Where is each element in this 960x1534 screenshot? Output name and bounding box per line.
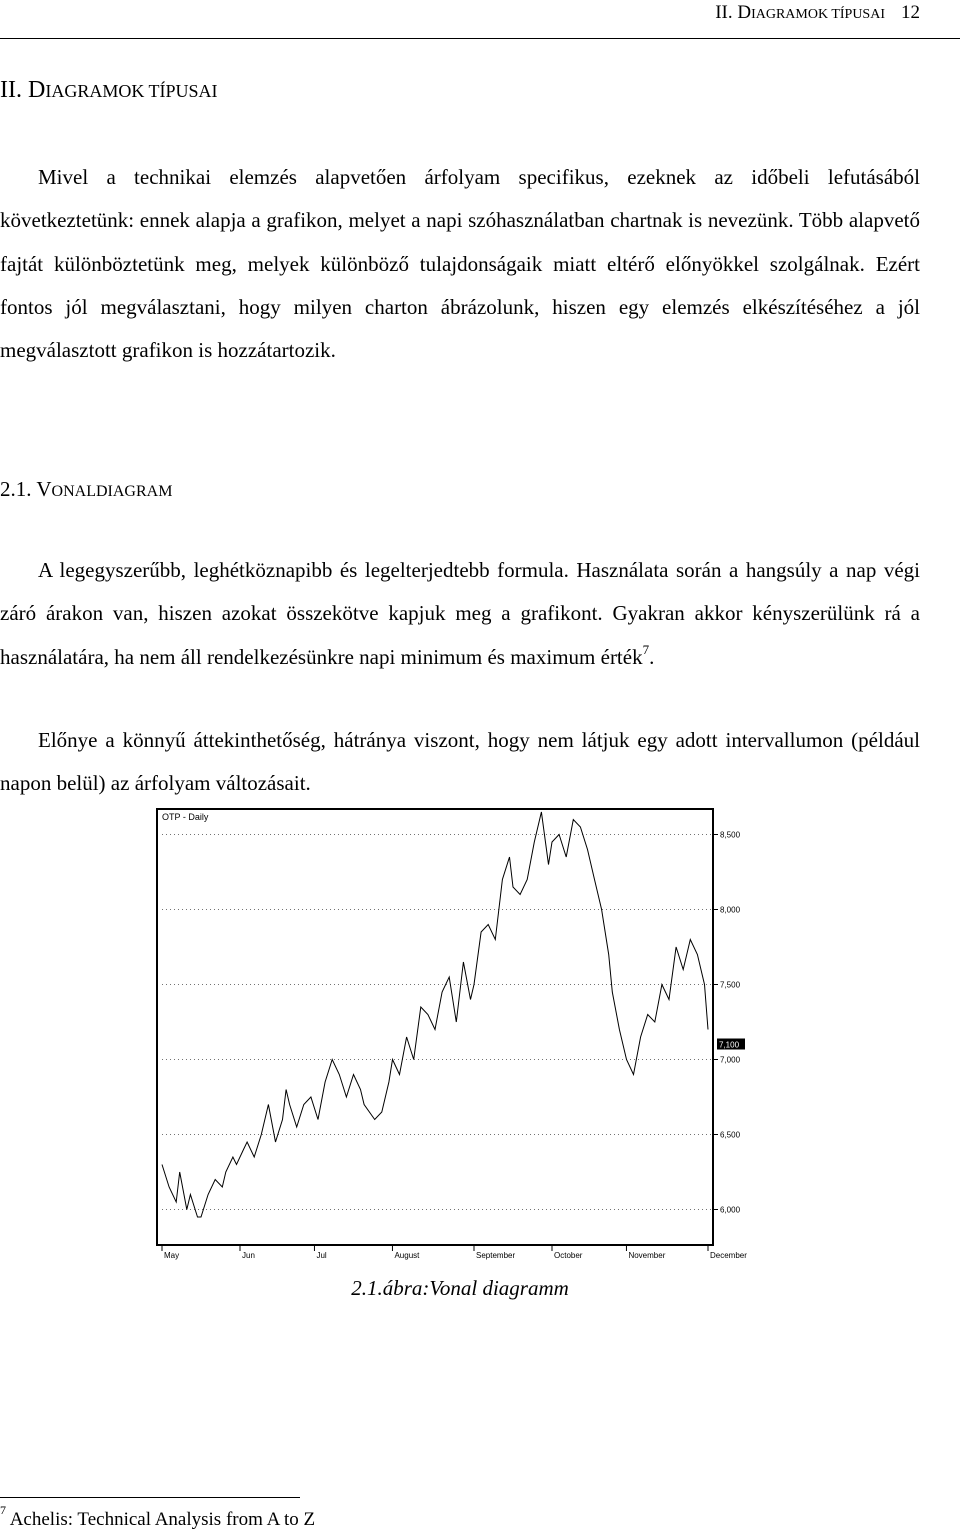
footnote-text: Achelis: Technical Analysis from A to Z: [9, 1509, 316, 1530]
x-tick-label-may: May: [164, 1251, 180, 1260]
y-tick-label-7500: 7,500: [720, 980, 741, 990]
page-number: 12: [901, 2, 920, 23]
footnote: [0, 1502, 316, 1531]
pros-cons-paragraph: Előnye a könnyű áttekinthetőség, hátránya viszont, hogy nem látjuk egy adott intervallumon (például napon belül) az árfolyam változásait.: [0, 728, 920, 796]
figure-caption: 2.1.ábra:Vonal diagramm: [351, 1276, 569, 1300]
line-chart-paragraph: A legegyszerűbb, leghétköznapibb és legelterjedtebb formula. Használata során a hangsúly a nap végi záró árakon van, hiszen azokat összekötve kapjuk meg a grafikont. Gyakran akkor kényszerülünk rá a használatára, ha nem áll rendelkezésünkre napi minimum és maximum érték$^7$.: [0, 558, 920, 669]
running-header: [715, 2, 920, 26]
y-axis-ticks: [713, 831, 741, 1215]
y-tick-label-6500: 6,500: [720, 1130, 741, 1140]
running-header-chapter: II. DIAGRAMOK TÍPUSAI: [715, 2, 885, 23]
x-tick-label-jul: Jul: [316, 1251, 327, 1260]
y-tick-label-6000: 6,000: [720, 1205, 741, 1215]
last-value-marker: [717, 1039, 745, 1050]
intro-paragraph: Mivel a technikai elemzés alapvetően árfolyam specifikus, ezeknek az időbeli lefutásából következtetünk: ennek alapja a grafikon, melyet a napi szóhasználatban chartnak is nevezünk. Több alapvető fajtát különböztetünk meg, melyek különböző tulajdonságaik miatt eltérő előnyökkel szolgálnak. Ezért fontos jól megválasztani, hogy milyen charton ábrázolunk, hiszen egy elemzés elkészítéséhez a jól megválasztott grafikon is hozzátartozik.: [0, 165, 920, 363]
x-axis-ticks: [162, 1245, 747, 1260]
line-chart: [156, 808, 764, 1260]
section-heading-line-chart: 2.1. VONALDIAGRAM: [0, 477, 173, 501]
x-tick-label-october: October: [554, 1251, 583, 1260]
y-tick-label-8500: 8,500: [720, 830, 741, 840]
y-tick-label-7000: 7,000: [720, 1055, 741, 1065]
chart-title: OTP - Daily: [162, 812, 209, 822]
footnote-rule: [0, 1497, 300, 1498]
line-chart-figure: [156, 808, 764, 1260]
header-rule: [0, 38, 960, 39]
x-tick-label-december: December: [710, 1251, 747, 1260]
line-chart-paragraph-text: A legegyszerűbb, leghétköznapibb és legelterjedtebb formula. Használata során a hangsúly a nap végi záró árakon van, hiszen azokat összekötve kapjuk meg a grafikont. Gyakran akkor kényszerülünk rá a használatára, ha nem áll rendelkezésünkre napi minimum és maximum érték: [0, 558, 920, 669]
x-tick-label-september: September: [476, 1251, 516, 1260]
x-tick-label-november: November: [628, 1251, 666, 1260]
last-value-label: 7,100: [719, 1040, 740, 1050]
footnote-reference: 7: [642, 641, 650, 657]
x-tick-label-jun: Jun: [242, 1251, 255, 1260]
footnote-mark: 7: [0, 1502, 6, 1517]
chapter-title: II. DIAGRAMOK TÍPUSAI: [0, 77, 218, 103]
y-tick-label-8000: 8,000: [720, 905, 741, 915]
x-tick-label-august: August: [394, 1251, 420, 1260]
